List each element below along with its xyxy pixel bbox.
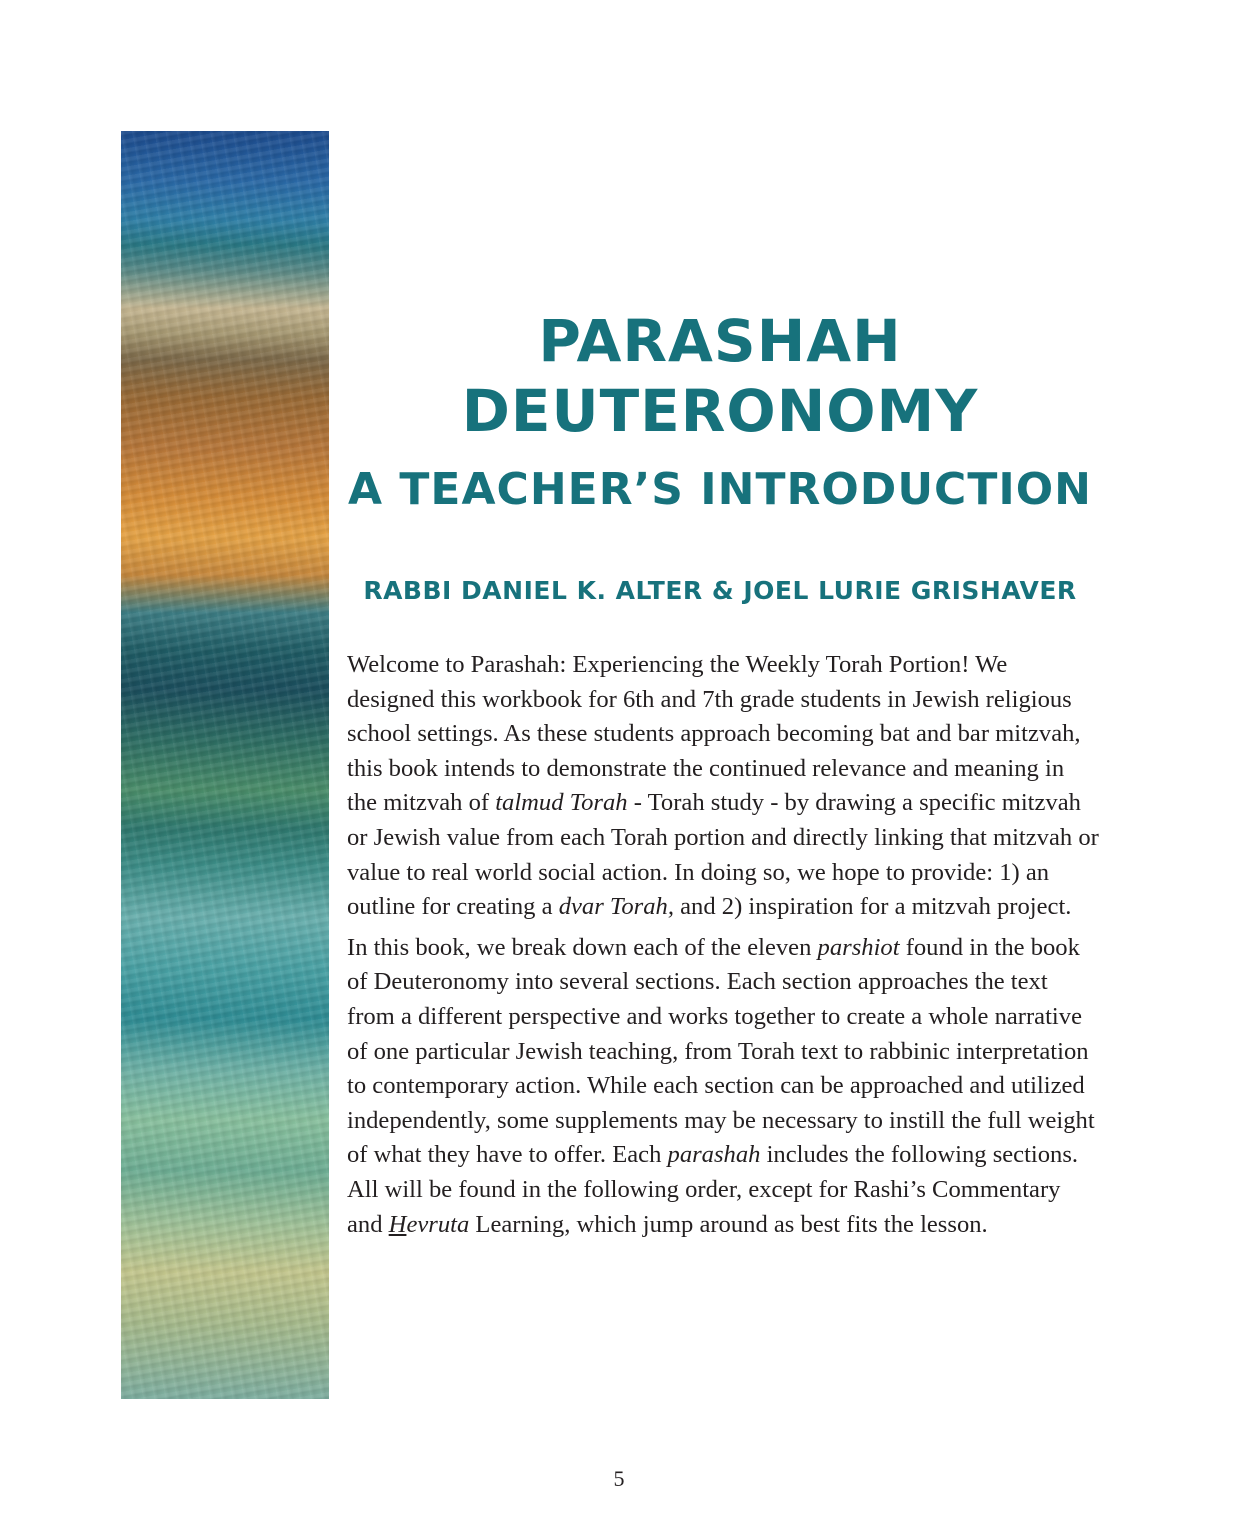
paragraph-text: found in the book of Deuteronomy into several sections. Each section approaches the text from a different perspective and works together to create a whole narrative of one particular Jewish teaching, from Torah text to rabbinic interpretation to contemporary action. While each section can be approached and utilized independently, some supplements may be necessary to instill the full weight of what they have to offer. Each — [347, 933, 1095, 1169]
italic-term-rest: evruta — [406, 1210, 470, 1238]
painted-artwork-strip — [121, 131, 329, 1399]
italic-term: dvar Torah, — [558, 893, 674, 921]
title-line-parashah: PARASHAH — [538, 307, 902, 375]
paragraph-text: Learning, which jump around as best fits the lesson. — [469, 1210, 988, 1238]
italic-term: parashah — [667, 1141, 761, 1169]
italic-term: parshiot — [817, 933, 900, 961]
paragraph-text: includes the following sections. All will be found in the following order, except for Rashi’s Commentary and — [347, 1141, 1079, 1238]
sections-paragraph — [347, 931, 1099, 1242]
body-text — [347, 648, 1099, 1248]
title-line-teachers-introduction: A TEACHER’S INTRODUCTION — [348, 464, 1092, 515]
underlined-initial: H — [388, 1210, 407, 1238]
italic-term — [389, 1211, 470, 1238]
intro-paragraph — [347, 648, 1099, 925]
italic-term: talmud Torah — [495, 789, 628, 817]
title-line-deuteronomy: DEUTERONOMY — [461, 377, 979, 445]
paragraph-text: In this book, we break down each of the eleven — [347, 933, 818, 961]
paragraph-text: - Torah study - by drawing a specific mitzvah or Jewish value from each Torah portion and directly linking that mitzvah or value to real world social action. In doing so, we hope to provide: 1) an outline for creating a — [347, 789, 1099, 921]
page-number: 5 — [613, 1466, 625, 1491]
paragraph-text: and 2) inspiration for a mitzvah project. — [673, 893, 1072, 921]
author-byline: RABBI DANIEL K. ALTER & JOEL LURIE GRISHAVER — [363, 576, 1077, 605]
paragraph-text: Welcome to Parashah: Experiencing the Weekly Torah Portion! We designed this workbook for 6th and 7th grade students in Jewish religious school settings. As these students approach becoming bat and bar mitzvah, this book intends to demonstrate the continued relevance and meaning in the mitzvah of — [347, 651, 1081, 817]
